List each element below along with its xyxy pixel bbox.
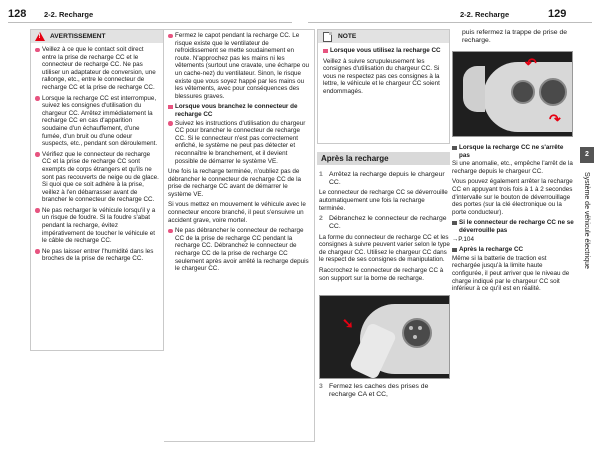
warning-paragraph: Si vous mettez en mouvement le véhicule avec le connecteur encore branché, il peut s'ensuivre un accident grave, voire mortel.: [168, 201, 306, 224]
note-text: Veillez à suivre scrupuleusement les consignes d'utilisation du chargeur CC. Si vous ne respectez pas ces consignes à la lettre, le véhicule et le chargeur CC soient endommagés.: [323, 57, 440, 95]
continuation-text: puis refermez la trappe de prise de recharge.: [462, 29, 568, 45]
warning-body-col2: [164, 29, 315, 442]
note-box: [317, 29, 450, 144]
paragraph: Si une anomalie, etc., empêche l'arrêt de la recharge depuis le chargeur CC.: [452, 160, 573, 175]
close-caps-illustration: [452, 51, 573, 137]
section-heading-apres-recharge: Après la recharge: [317, 152, 450, 165]
warning-body-col1: [31, 43, 163, 263]
note-icon: [323, 32, 332, 42]
note-body: [318, 43, 449, 96]
page-number-right: 129: [548, 8, 567, 20]
warning-item: Fermez le capot pendant la recharge CC. Le risque existe que le ventilateur de refroidissement se mette soudainement en route. N'approchez pas les mains ni les vêtements (surtout une cravate, une écharpe ou un cache-nez) du ventilateur. Sinon, le risque existe que vous soyez happé par les mains ou les vêtements, avec pour conséquences des blessures graves.: [168, 32, 310, 100]
warning-triangle-icon: [35, 32, 45, 41]
section-title-right: 2-2. Recharge: [460, 10, 510, 19]
warning-item: Lorsque la recharge CC est interrompue, suivez les consignes d'utilisation du chargeur CC. Arrêtez immédiatement la recharge CC en cas d'apparition soudaine d'un échauffement, d'une fumée, d'un bruit ou d'une odeur suspects, etc., pendant son déroulement.: [35, 95, 159, 148]
charge-port-shape: [402, 318, 432, 348]
chapter-tab: 2: [580, 147, 594, 163]
paragraph: Même si la batterie de traction est rechargée jusqu'à la limite haute configurée, il peut arriver que le niveau de charge indiqué par le chargeur CC soit inférieur à ce qu'il est en réalité.: [452, 254, 570, 293]
chapter-vertical-label: Système de véhicule électrique: [583, 172, 590, 269]
warning-box: [30, 29, 164, 351]
right-notes: [452, 144, 574, 296]
step-1-text: Arrêtez la recharge depuis le chargeur CC.: [329, 171, 445, 187]
step-2: 2 Débranchez le connecteur de recharge CC.: [319, 215, 447, 231]
step-1: 1 Arrêtez la recharge depuis le chargeur CC.: [319, 171, 445, 187]
step-2-text: Débranchez le connecteur de recharge CC.: [329, 215, 447, 231]
subheading-charge-not-stopping: Lorsque la recharge CC ne s'arrête pas: [452, 144, 574, 159]
warning-subheading: Lorsque vous branchez le connecteur de recharge CC: [168, 103, 310, 118]
warning-header: [31, 30, 163, 43]
close-arrow-icon: ↷: [549, 111, 561, 127]
connector-unplug-illustration: [319, 295, 450, 379]
close-arrow-icon: ↶: [525, 55, 537, 71]
note-header: [318, 30, 449, 43]
warning-paragraph: Une fois la recharge terminée, n'oubliez pas de débrancher le connecteur de recharge CC de la prise de recharge CC avant de démarrer le système VE.: [168, 168, 302, 198]
header-rule-left: [8, 22, 292, 23]
after-charge-steps: [319, 171, 450, 285]
warning-item: Veillez à ce que le contact soit direct entre la prise de recharge CC et le connecteur de recharge CC. Ne pas utiliser un adaptateur de conversion, une rallonge, etc., entre le connecteur de recharge CC et la prise de recharge CC.: [35, 46, 159, 92]
page-number-left: 128: [8, 8, 27, 20]
warning-item: Suivez les instructions d'utilisation du chargeur CC pour brancher le connecteur de recharge CC. Si le connecteur n'est pas correctement enfiché, le système ne peut pas détecter et reconnaître le branchement, et il devient possible de démarrer le système VE.: [168, 120, 310, 166]
step-3: 3 Fermez les caches des prises de recharge CA et CC,: [319, 383, 429, 399]
step-3-block: [319, 383, 450, 401]
port-pin: [409, 326, 413, 330]
warning-item: Ne pas débrancher le connecteur de recharge CC de la prise de recharge CC pendant la recharge CC. Débranchez le connecteur de recharge CC de la prise de recharge CC seulement après avoir arrêté la recharge depuis le chargeur CC.: [168, 227, 310, 273]
dc-port-shape: [539, 78, 567, 106]
warning-item: Ne pas laisser entrer l'humidité dans les broches de la prise de recharge CC.: [35, 248, 159, 263]
subheading-after-dc-charge: Après la recharge CC: [452, 246, 574, 254]
note-title: NOTE: [338, 32, 357, 40]
section-title-left: 2-2. Recharge: [44, 10, 94, 19]
paragraph: Vous pouvez également arrêter la recharge CC en appuyant trois fois à 1 à 2 secondes d'intervalle sur le bouton de déverrouillage des portes (sur la clé électronique ou la porte conducteur).: [452, 178, 573, 216]
port-flap-shape: [463, 66, 485, 112]
warning-item: Ne pas recharger le véhicule lorsqu'il y a un risque de foudre. Si la foudre s'abat pendant la recharge, évitez impérativement de toucher le véhicule et le câble de recharge CC.: [35, 207, 159, 245]
after-charge-paragraph: Le connecteur de recharge CC se déverrouille automatiquement une fois la recharge terminée.: [319, 189, 448, 212]
port-pin: [418, 326, 422, 330]
ac-port-shape: [511, 80, 535, 104]
pull-arrow-icon: ➘: [342, 315, 354, 331]
warning-title: AVERTISSEMENT: [50, 32, 106, 40]
subheading-connector-not-unlocking: Si le connecteur de recharge CC ne se déverrouille pas: [452, 219, 574, 234]
after-charge-paragraph: Raccrochez le connecteur de recharge CC à son support sur la borne de recharge.: [319, 266, 444, 282]
step-3-text: Fermez les caches des prises de recharge CA et CC,: [329, 383, 429, 399]
port-pin: [413, 335, 417, 339]
warning-item: Vérifiez que le connecteur de recharge CC et la prise de recharge CC sont exempts de corps étrangers et qu'ils ne sont pas recouverts de neige ou de glace. Si quoi que ce soit adhère à la prise, veillez à l'en débarrasser avant de brancher le connecteur de recharge CC.: [35, 151, 159, 204]
note-subheading: Lorsque vous utilisez la recharge CC: [323, 47, 444, 55]
header-rule-right: [308, 22, 592, 23]
after-charge-paragraph: La forme du connecteur de recharge CC et les consignes à suivre peuvent varier selon le type de chargeur CC. Utilisez le chargeur CC dans le respect de ses consignes de manipulation.: [319, 233, 450, 264]
page-reference: →P.104: [452, 235, 474, 243]
